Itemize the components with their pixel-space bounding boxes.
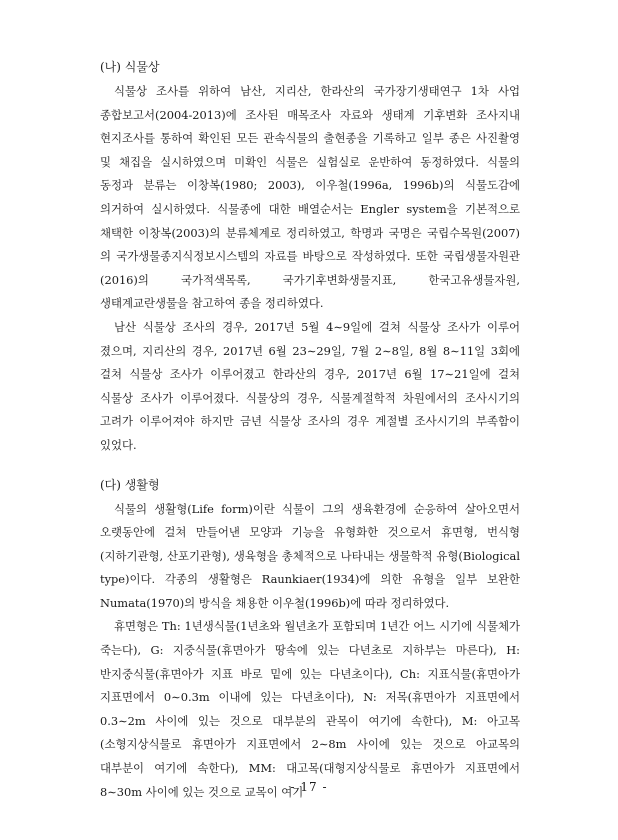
paragraph-lifeform-dormancy-types: 휴면형은 Th: 1년생식물(1년초와 월년초가 포함되며 1년간 어느 시기에 식물체가 죽는다), G: 지중식물(휴면아가 땅속에 있는 다년초로 지하부는 마른다), H: 반지중식물(휴면아가 지표 바로 밑에 있는 다년초이다), Ch: 지표식물(휴면아가 지표면에서 0∼0.3m 이내에 있는 다년초이다), N: 저목(휴면아가 지표면에서 0.3∼2m 사이에 있는 것으로 대부분의 관목이 여기에 속한다), M: 아고목(소형지상식물로 휴면아가 지표면에서 2∼8m 사이에 있는 것으로 아교목의 대부분이 여기에 속한다), MM: 대고목(대형지상식물로 휴면아가 지표면에서 8∼30m 사이에 있는 것으로 교목이 여기 — [100, 619, 520, 799]
section-heading-lifeform: (다) 생활형 — [100, 477, 160, 492]
paragraph-lifeform-definition: 식물의 생활형(Life form)이란 식물이 그의 생육환경에 순응하여 살아오면서 오랫동안에 걸쳐 만들어낸 모양과 기능을 유형화한 것으로서 휴면형, 번식형(지하기관형, 산포기관형), 생육형을 총체적으로 나타내는 생물학적 유형(Biological type)이다. 각종의 생활형은 Raunkiaer(1934)에 의한 유형을 일부 보완한 Numata(1970)의 방식을 채용한 이우철(1996b)에 따라 정리하였다. — [100, 501, 520, 610]
paragraph-plants-method: 식물상 조사를 위하여 남산, 지리산, 한라산의 국가장기생태연구 1차 사업 종합보고서(2004-2013)에 조사된 매목조사 자료와 생태계 기후변화 조사지내 현지조사를 통하여 확인된 모든 관속식물의 출현종을 기록하고 일부 종은 사진촬영 및 채집을 실시하였으며 미확인 식물은 실험실로 운반하여 동정하였다. 식물의 동정과 분류는 이창복(1980; 2003), 이우철(1996a, 1996b)의 식물도감에 의거하여 실시하였다. 식물종에 대한 배열순서는 Engler system을 기본적으로 채택한 이창복(2003)의 분류체계로 정리하였고, 학명과 국명은 국립수목원(2007)의 국가생물종지식정보시스템의 자료를 바탕으로 작성하였다. 또한 국립생물자원관(2016)의 국가적색목록, 국가기후변화생물지표, 한국고유생물자원, 생태계교란생물을 참고하여 종을 정리하였다. — [100, 84, 520, 311]
page-number: - 17 - — [290, 780, 328, 794]
paragraph-plants-survey-period: 남산 식물상 조사의 경우, 2017년 5월 4∼9일에 걸쳐 식물상 조사가 이루어 졌으며, 지리산의 경우, 2017년 6월 23∼29일, 7월 2∼8일, 8월 8∼11일 3회에 걸쳐 식물상 조사가 이루어졌고 한라산의 경우, 2017년 6월 17∼21일에 걸쳐 식물상 조사가 이루어졌다. 식물상의 경우, 식물계절학적 차원에서의 조사시기의 고려가 이루어져야 하지만 금년 식물상 조사의 경우 계절별 조사시기의 부족함이 있었다. — [100, 319, 520, 452]
document-page — [100, 58, 520, 804]
section-heading-plants: (나) 식물상 — [100, 60, 160, 74]
section-divider-space — [100, 458, 520, 476]
